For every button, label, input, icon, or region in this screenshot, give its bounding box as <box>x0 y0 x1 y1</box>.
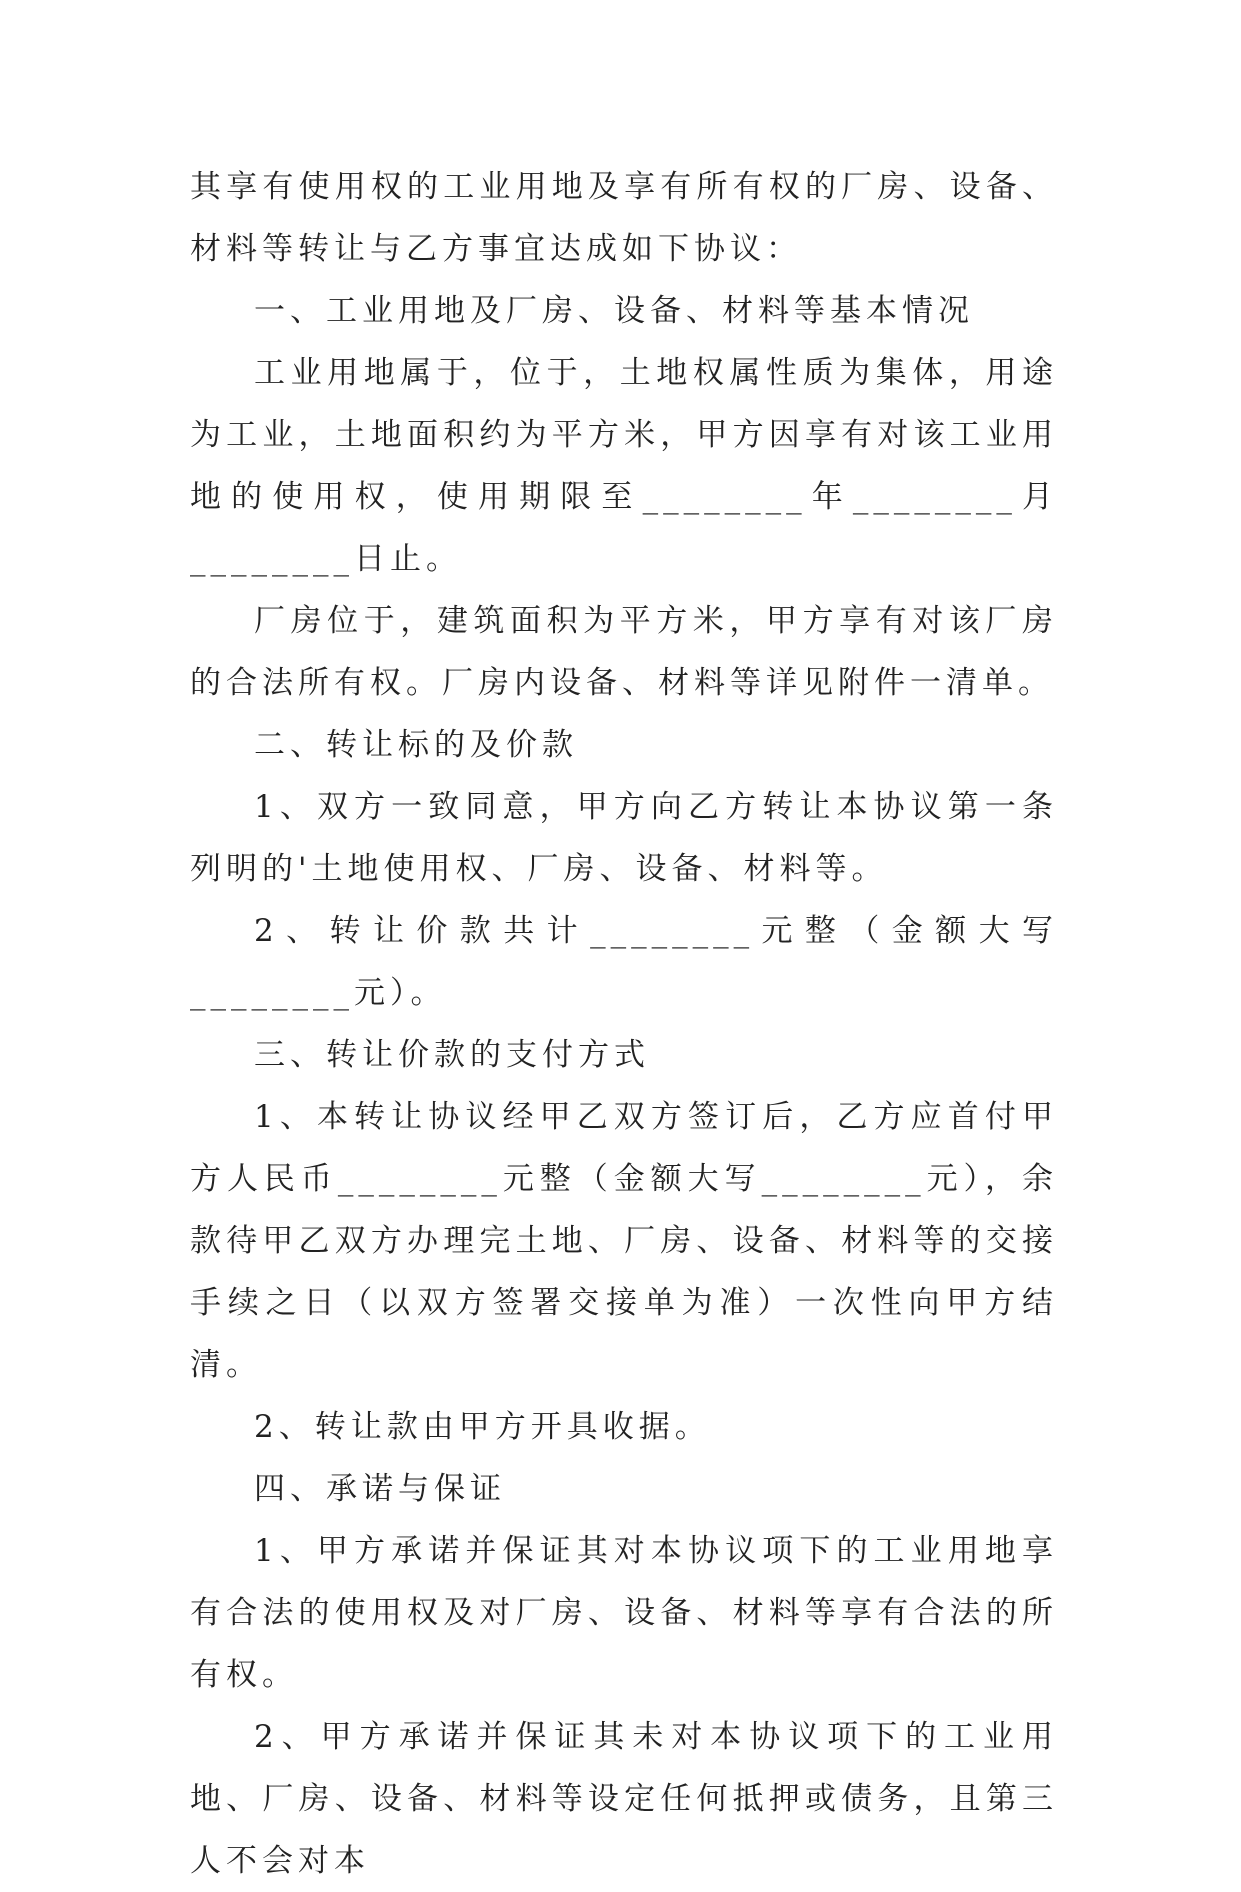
heading-section-4: 四、承诺与保证 <box>254 1471 506 1507</box>
heading-section-2: 二、转让标的及价款 <box>254 727 578 763</box>
paragraph-agreement-intro: 其享有使用权的工业用地及享有所有权的厂房、设备、材料等转让与乙方事宜达成如下协议： <box>190 169 1058 267</box>
paragraph-warranty-2: 2、甲方承诺并保证其未对本协议项下的工业用地、厂房、设备、材料等设定任何抵押或债务，且第三人不会对本 <box>190 1719 1058 1879</box>
paragraph-factory-info: 厂房位于，建筑面积为平方米，甲方享有对该厂房的合法所有权。厂房内设备、材料等详见附件一清单。 <box>190 603 1058 701</box>
paragraph-receipt: 2、转让款由甲方开具收据。 <box>254 1409 711 1445</box>
paragraph-transfer-subject: 1、双方一致同意，甲方向乙方转让本协议第一条列明的'土地使用权、厂房、设备、材料等。 <box>190 789 1058 887</box>
document-body <box>190 156 1058 1892</box>
heading-section-1: 一、工业用地及厂房、设备、材料等基本情况 <box>254 293 974 329</box>
paragraph-payment-terms: 1、本转让协议经甲乙双方签订后，乙方应首付甲方人民币________元整（金额大写________元），余款待甲乙双方办理完土地、厂房、设备、材料等的交接手续之日（以双方签署交接单为准）一次性向甲方结清。 <box>190 1099 1058 1383</box>
heading-section-3: 三、转让价款的支付方式 <box>254 1037 650 1073</box>
paragraph-land-info: 工业用地属于，位于，土地权属性质为集体，用途为工业，土地面积约为平方米，甲方因享有对该工业用地的使用权，使用期限至________年________月________日止。 <box>190 355 1058 577</box>
paragraph-transfer-price: 2、转让价款共计________元整（金额大写________元）。 <box>190 913 1058 1011</box>
paragraph-warranty-1: 1、甲方承诺并保证其对本协议项下的工业用地享有合法的使用权及对厂房、设备、材料等享有合法的所有权。 <box>190 1533 1058 1693</box>
